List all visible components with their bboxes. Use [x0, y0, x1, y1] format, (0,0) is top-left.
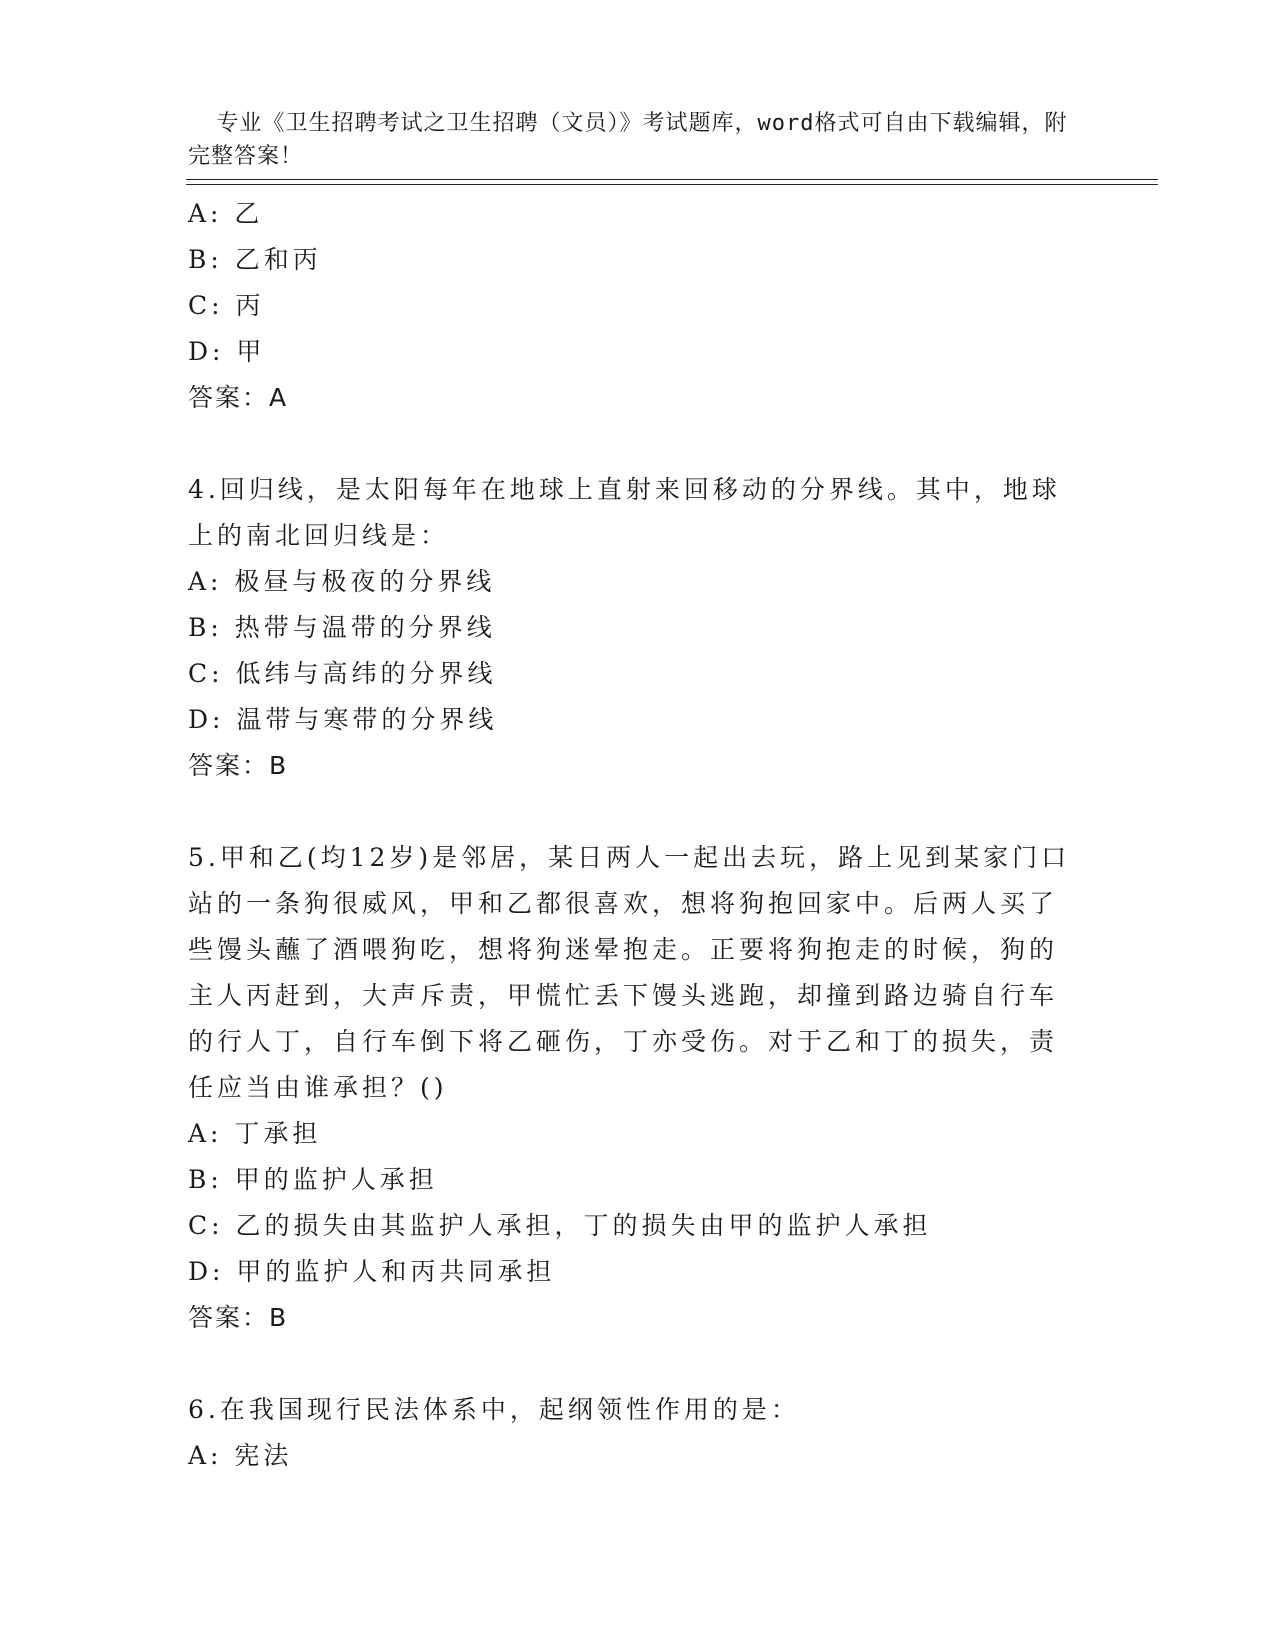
option-d: D: 甲 — [188, 337, 266, 366]
option-c: C: 低纬与高纬的分界线 — [188, 659, 497, 688]
option-c: C: 丙 — [188, 291, 265, 320]
option-d: D: 温带与寒带的分界线 — [188, 705, 498, 734]
option-b: B: 甲的监护人承担 — [188, 1165, 438, 1194]
question-stem-line: 的行人丁，自行车倒下将乙砸伤，丁亦受伤。对于乙和丁的损失，责 — [188, 1027, 1059, 1056]
option-b: B: 乙和丙 — [188, 245, 322, 274]
option-a: A: 宪法 — [188, 1441, 293, 1470]
option-a: A: 乙 — [188, 199, 264, 228]
question-stem-line: 些馒头蘸了酒喂狗吃，想将狗迷晕抱走。正要将狗抱走的时候，狗的 — [188, 935, 1059, 964]
question-list — [188, 191, 1088, 1479]
answer-line: 答案：A — [188, 383, 289, 412]
document-header — [188, 74, 1068, 173]
question-3 — [188, 191, 1088, 421]
option-c: C: 乙的损失由其监护人承担，丁的损失由甲的监护人承担 — [188, 1211, 932, 1240]
question-stem-line: 任应当由谁承担？() — [188, 1073, 448, 1102]
question-stem-line: 上的南北回归线是： — [188, 521, 450, 550]
header-text: 专业《卫生招聘考试之卫生招聘（文员）》考试题库，word格式可自由下载编辑，附完整答案！ — [188, 111, 1068, 169]
answer-line: 答案：B — [188, 751, 289, 780]
option-b: B: 热带与温带的分界线 — [188, 613, 496, 642]
question-stem-line: 6.在我国现行民法体系中，起纲领性作用的是： — [188, 1395, 800, 1424]
header-divider-bottom — [186, 184, 1158, 185]
spacer — [188, 1341, 1088, 1387]
question-stem-line: 4.回归线，是太阳每年在地球上直射来回移动的分界线。其中，地球 — [188, 475, 1061, 504]
question-stem-line: 5.甲和乙(均12岁)是邻居，某日两人一起出去玩，路上见到某家门口 — [188, 843, 1071, 872]
question-5 — [188, 835, 1088, 1341]
header-divider-top — [186, 179, 1158, 180]
option-a: A: 极昼与极夜的分界线 — [188, 567, 496, 596]
option-a: A: 丁承担 — [188, 1119, 322, 1148]
spacer — [188, 421, 1088, 467]
question-stem-line: 站的一条狗很威风，甲和乙都很喜欢，想将狗抱回家中。后两人买了 — [188, 889, 1059, 918]
option-d: D: 甲的监护人和丙共同承担 — [188, 1257, 556, 1286]
answer-line: 答案：B — [188, 1303, 289, 1332]
question-6 — [188, 1387, 1088, 1479]
spacer — [188, 789, 1088, 835]
question-stem-line: 主人丙赶到，大声斥责，甲慌忙丢下馒头逃跑，却撞到路边骑自行车 — [188, 981, 1059, 1010]
question-4 — [188, 467, 1088, 789]
